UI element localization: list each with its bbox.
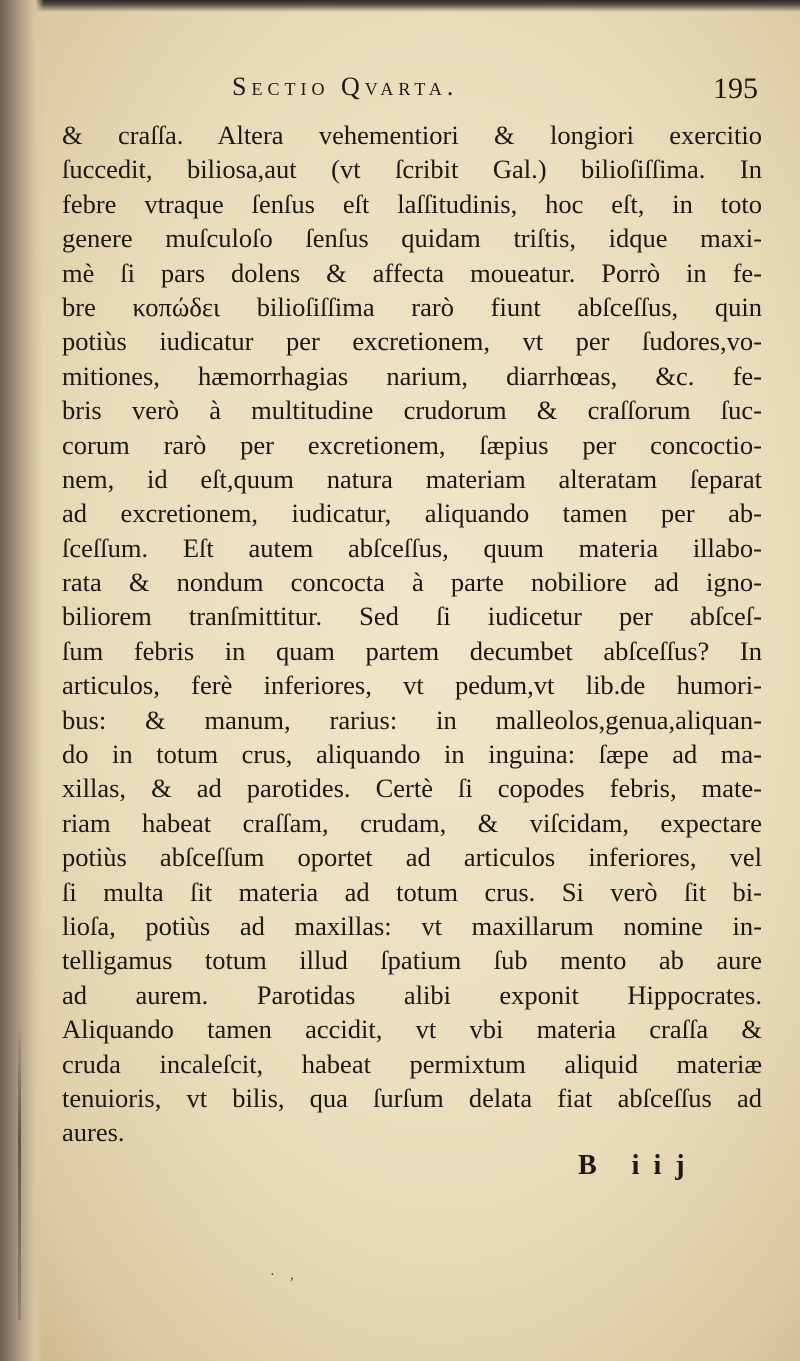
text-line: mè ſi pars dolens & affecta moueatur. Porrò in fe- [62,257,762,288]
text-line: ad excretionem, iudicatur, aliquando tamen per ab- [62,498,762,529]
text-line: articulos, ferè inferiores, vt pedum,vt lib.de humori- [62,670,762,701]
text-line: do in totum crus, aliquando in inguina: ſæpe ad ma- [62,739,762,770]
text-line: ſi multa ſit materia ad totum crus. Si verò ſit bi- [62,876,762,907]
text-line: tenuioris, vt bilis, qua ſurſum delata fiat abſceſſus ad [62,1082,762,1113]
text-line: telligamus totum illud ſpatium ſub mento ab aure [62,945,762,976]
text-line: potiùs iudicatur per excretionem, vt per ſudores,vo- [62,326,762,357]
binding-gutter [0,0,44,1361]
text-line: ſceſſum. Eſt autem abſceſſus, quum materia illabo- [62,532,762,563]
text-line: febre vtraque ſenſus eſt laſſitudinis, hoc eſt, in toto [62,188,762,219]
text-line: ſum febris in quam partem decumbet abſceſſus? In [62,635,762,666]
text-line: riam habeat craſſam, crudam, & viſcidam, expectare [62,807,762,838]
text-line: bris verò à multitudine crudorum & craſſorum ſuc- [62,395,762,426]
signature-mark: B iij [578,1150,699,1181]
text-line: potiùs abſceſſum oportet ad articulos inferiores, vel [62,842,762,873]
text-line: nem, id eſt,quum natura materiam alteratam ſeparat [62,463,762,494]
text-line: genere muſculoſo ſenſus quidam triſtis, idque maxi- [62,223,762,254]
ink-specks: · , [270,1268,300,1283]
text-line: corum rarò per excretionem, ſæpius per concoctio- [62,429,762,460]
text-line: & craſſa. Altera vehementiori & longiori exercitio [62,120,762,150]
text-line: bre κοπώδει bilioſiſſima rarò fiunt abſceſſus, quin [62,291,762,322]
text-line: aures. [62,1117,125,1148]
text-line: xillas, & ad parotides. Certè ſi copodes febris, mate- [62,773,762,804]
text-line: ad aurem. Parotidas alibi exponit Hippocrates. [62,979,762,1010]
text-line: ſuccedit, biliosa,aut (vt ſcribit Gal.) bilioſiſſima. In [62,154,762,185]
text-line: rata & nondum concocta à parte nobiliore ad igno- [62,567,762,598]
page-number: 195 [713,72,758,105]
running-head: Sectio Qvarta. [232,72,459,101]
text-line: mitiones, hæmorrhagias narium, diarrhœas, &c. fe- [62,360,762,391]
gutter-shadow-line [18,1020,21,1320]
body-text [62,118,762,1150]
text-line: Aliquando tamen accidit, vt vbi materia craſſa & [62,1014,762,1045]
text-line: bus: & manum, rarius: in malleolos,genua,aliquan- [62,704,762,735]
text-line: lioſa, potiùs ad maxillas: vt maxillarum nomine in- [62,910,762,941]
text-line: cruda incaleſcit, habeat permixtum aliquid materiæ [62,1048,762,1079]
text-line: biliorem tranſmittitur. Sed ſi iudicetur per abſceſ- [62,601,762,632]
page-top-edge [0,0,800,12]
